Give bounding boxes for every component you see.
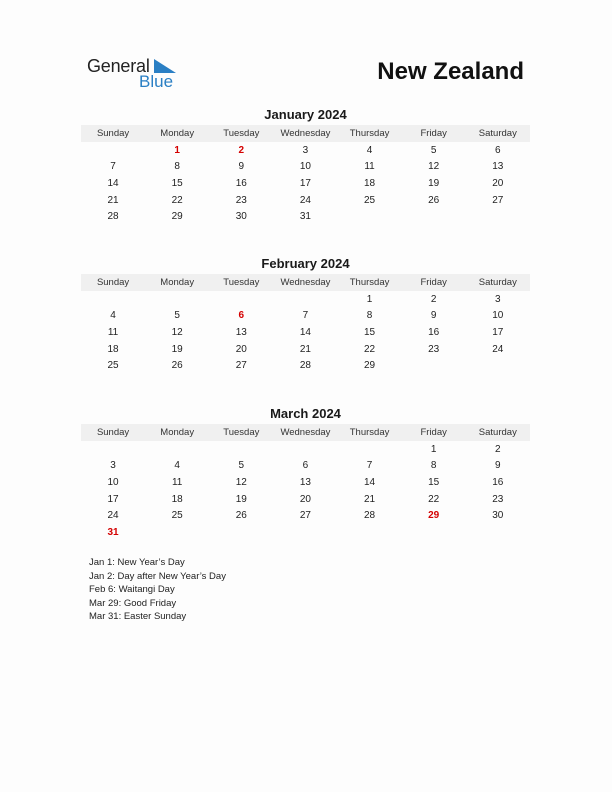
day-cell: 16: [428, 326, 440, 338]
day-cell: 21: [107, 194, 119, 206]
weekday-header: Wednesday: [280, 427, 331, 438]
week-row: [81, 159, 530, 176]
day-cell: 23: [492, 493, 504, 505]
day-cell: 12: [235, 476, 247, 488]
day-cell: 9: [430, 310, 437, 322]
day-cell: 14: [107, 177, 119, 189]
weekday-header: Monday: [160, 277, 195, 288]
week-row: [81, 324, 530, 341]
day-cell: 6: [495, 144, 501, 156]
day-cell: 30: [235, 211, 247, 223]
day-cell: 26: [428, 194, 440, 206]
weekday-header: Monday: [160, 427, 195, 438]
week-row: [81, 208, 530, 225]
day-cell: 12: [171, 326, 183, 338]
day-cell: 7: [110, 161, 116, 173]
holiday-list: [89, 556, 226, 624]
weekday-header: Thursday: [349, 128, 390, 139]
day-cell: 26: [235, 510, 247, 522]
weekday-header: Saturday: [478, 277, 517, 288]
day-cell: 15: [364, 326, 376, 338]
weekday-header: Thursday: [349, 427, 390, 438]
day-cell: 22: [428, 493, 440, 505]
day-cell: 20: [299, 493, 311, 505]
day-cell: 7: [302, 310, 309, 322]
day-cell: 11: [171, 476, 183, 488]
holiday-item: Mar 29: Good Friday: [89, 597, 177, 609]
day-cell: 3: [302, 144, 309, 156]
day-cell: 3: [110, 460, 116, 472]
day-cell: 17: [492, 326, 504, 338]
day-cell: 2: [495, 443, 501, 455]
weekday-header: Sunday: [96, 427, 130, 438]
week-row: [81, 291, 530, 308]
week-row: [81, 458, 530, 475]
weekday-header: Friday: [420, 427, 447, 438]
weekday-header-row: [81, 424, 530, 441]
day-cell: 29: [428, 510, 440, 522]
day-cell: 8: [430, 460, 437, 472]
day-cell: 9: [238, 161, 245, 173]
day-cell: 28: [364, 510, 376, 522]
day-cell: 18: [364, 177, 376, 189]
week-row: [81, 308, 530, 325]
day-cell: 19: [235, 493, 247, 505]
day-cell: 4: [366, 144, 373, 156]
day-cell: 6: [302, 460, 309, 472]
day-cell: 7: [366, 460, 373, 472]
day-cell: 29: [171, 211, 183, 223]
day-cell: 28: [299, 360, 311, 372]
day-cell: 21: [364, 493, 376, 505]
day-cell: 25: [171, 510, 183, 522]
day-cell: 19: [171, 343, 183, 355]
weekday-header: Wednesday: [280, 128, 331, 139]
day-cell: 4: [174, 460, 180, 472]
day-cell: 15: [428, 476, 440, 488]
holiday-item: Jan 1: New Year’s Day: [89, 557, 185, 568]
day-cell: 23: [428, 343, 440, 355]
week-row: [81, 142, 530, 159]
holiday-item: Feb 6: Waitangi Day: [89, 584, 175, 595]
logo-word-blue: Blue: [139, 72, 174, 91]
country-title: New Zealand: [377, 58, 524, 85]
day-cell: 6: [238, 310, 245, 322]
weekday-header: Saturday: [478, 427, 517, 438]
month-calendar-february: [81, 256, 530, 374]
day-cell: 25: [364, 194, 376, 206]
weekday-header: Saturday: [478, 128, 517, 139]
day-cell: 14: [364, 476, 376, 488]
day-cell: 21: [299, 343, 311, 355]
day-cell: 8: [174, 161, 180, 173]
day-cell: 30: [492, 510, 504, 522]
day-cell: 10: [492, 310, 504, 322]
day-cell: 31: [299, 211, 311, 223]
weekday-header: Tuesday: [223, 427, 260, 438]
day-cell: 13: [492, 161, 504, 173]
weekday-header: Sunday: [96, 128, 130, 139]
month-title: February 2024: [261, 256, 350, 271]
holiday-item: Mar 31: Easter Sunday: [89, 611, 187, 622]
day-cell: 20: [492, 177, 504, 189]
day-cell: 1: [366, 293, 373, 305]
week-row: [81, 507, 530, 524]
week-row: [81, 474, 530, 491]
weekday-header-row: [81, 274, 530, 291]
day-cell: 5: [238, 460, 245, 472]
week-row: [81, 441, 530, 458]
day-cell: 15: [171, 177, 183, 189]
day-cell: 27: [235, 360, 247, 372]
day-cell: 29: [364, 360, 376, 372]
weekday-header: Thursday: [349, 277, 390, 288]
day-cell: 13: [235, 326, 247, 338]
day-cell: 18: [107, 343, 119, 355]
day-cell: 28: [107, 211, 119, 223]
day-cell: 2: [238, 144, 245, 156]
weekday-header: Sunday: [96, 277, 130, 288]
day-cell: 16: [492, 476, 504, 488]
month-calendar-march: [81, 406, 530, 541]
weekday-header: Tuesday: [223, 128, 260, 139]
day-cell: 17: [107, 493, 119, 505]
month-calendar-january: [81, 107, 530, 225]
day-cell: 24: [492, 343, 504, 355]
day-cell: 24: [107, 510, 119, 522]
day-cell: 27: [299, 510, 311, 522]
day-cell: 18: [171, 493, 183, 505]
day-cell: 17: [299, 177, 311, 189]
day-cell: 3: [495, 293, 501, 305]
generalblue-logo: [87, 56, 187, 92]
day-cell: 27: [492, 194, 504, 206]
weekday-header-row: [81, 125, 530, 142]
day-cell: 22: [364, 343, 376, 355]
week-row: [81, 175, 530, 192]
day-cell: 5: [174, 310, 180, 322]
day-cell: 2: [430, 293, 437, 305]
weekday-header: Tuesday: [223, 277, 260, 288]
week-row: [81, 357, 530, 374]
day-cell: 5: [430, 144, 437, 156]
month-title: March 2024: [270, 406, 341, 421]
day-cell: 11: [364, 161, 375, 173]
day-cell: 23: [235, 194, 247, 206]
day-cell: 16: [235, 177, 247, 189]
holiday-item: Jan 2: Day after New Year’s Day: [89, 570, 226, 582]
logo-flag-icon: [154, 59, 176, 73]
day-cell: 11: [107, 326, 119, 338]
day-cell: 24: [299, 194, 311, 206]
day-cell: 9: [495, 460, 501, 472]
day-cell: 31: [107, 526, 119, 538]
week-row: [81, 192, 530, 209]
day-cell: 10: [299, 161, 311, 173]
weekday-header: Friday: [420, 277, 447, 288]
week-row: [81, 341, 530, 358]
day-cell: 25: [107, 360, 119, 372]
day-cell: 20: [235, 343, 247, 355]
day-cell: 4: [110, 310, 116, 322]
day-cell: 13: [299, 476, 311, 488]
weekday-header: Wednesday: [280, 277, 331, 288]
day-cell: 26: [171, 360, 183, 372]
day-cell: 14: [299, 326, 311, 338]
logo-word-general: General: [87, 56, 150, 76]
day-cell: 10: [107, 476, 119, 488]
day-cell: 19: [428, 177, 440, 189]
day-cell: 1: [174, 144, 180, 156]
weekday-header: Friday: [420, 128, 447, 139]
day-cell: 22: [171, 194, 183, 206]
day-cell: 1: [430, 443, 437, 455]
month-title: January 2024: [264, 107, 347, 122]
weekday-header: Monday: [160, 128, 195, 139]
day-cell: 12: [428, 161, 440, 173]
week-row: [81, 524, 530, 541]
day-cell: 8: [366, 310, 373, 322]
week-row: [81, 491, 530, 508]
